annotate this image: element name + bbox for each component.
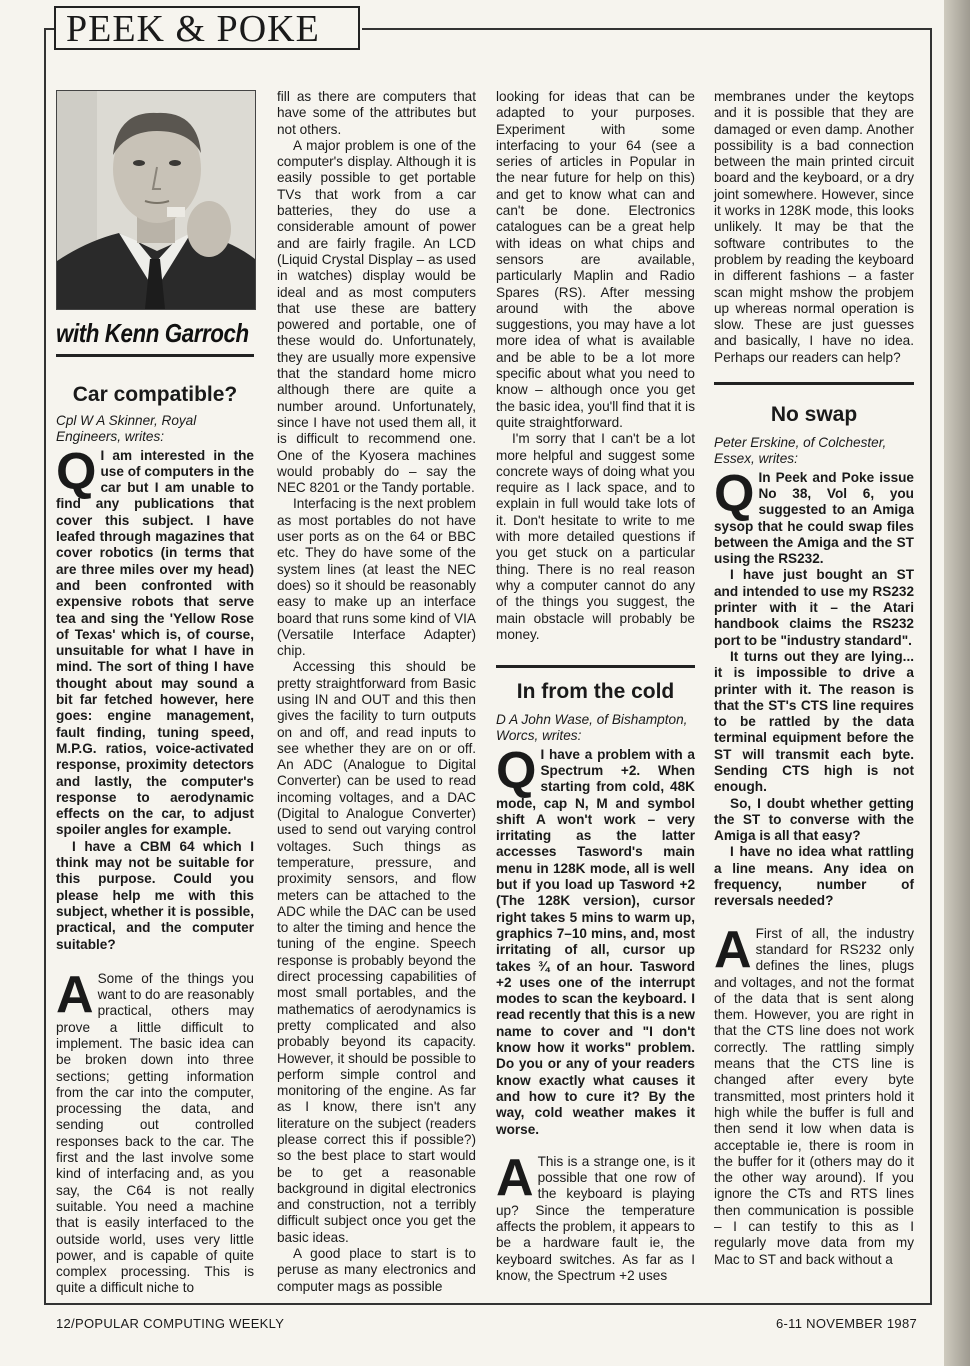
column-2 — [277, 89, 476, 1295]
question-text: I am interested in the use of computers in the car but I am unable to find any publications that cover this subject. I have leafed through magazines that cover robotics (in terms that are three miles over my head) and been confronted with expensive robots that serve tea and sing the 'Yellow Rose of Texas' which is, of course, unsuitable for what I have in mind. The sort of thing I have thought about may sound a bit far fetched however, here goes: engine management, fault finding, tuning speed, M.P.G. ratios, voice-activated response, proximity detectors and lastly, the computer's response to aerodynamic effects on the car, to adjust spoiler angles for example. — [56, 447, 254, 838]
question-paragraph: I have no idea what rattling a line means. Any idea on frequency, number of reversals needed? — [714, 844, 914, 909]
answer-paragraph — [496, 1148, 695, 1284]
answer-paragraph: Accessing this should be pretty straightforward from Basic using IN and OUT and this then gives the facility to turn outputs on and off, and read inputs to see whether they are on or off. An ADC (Analogue to Digital Converter) can be used to read incoming voltages, and a DAC (Digital to Analogue Converter) used to send out varying control voltages. Such things as temperature, pressure, and proximity sensors, and flow meters can be attached to the ADC while the DAC can be used to alter the timing and hence the tuning of the engine. Speech response is probably beyond the direct processing capabilities of most small portables, and the mathematics of aerodynamics is pretty complicated and also probably beyond its capacity. However, it should be possible to perform simple control and monitoring of the engine. As far as I know, there isn't any literature on the subject (readers please correct this if possible?) so the best place to start would be to get a reasonable background in digital electronics and construction, not a terribly difficult subject once you get the basic ideas. — [277, 659, 476, 1245]
masthead — [54, 6, 360, 50]
question-paragraph: I have just bought an ST and intended to use my RS232 printer with it – the Atari handbook claims the RS232 port to be "industry standard". — [714, 567, 914, 648]
byline-rule — [56, 354, 254, 357]
question-paragraph: I have a CBM 64 which I think may not be suitable for this purpose. Could you please help me with this subject, whether it is possible, practical, and the computer suitable? — [56, 838, 254, 952]
dropcap-q: Q — [496, 741, 537, 800]
dropcap-a: A — [56, 965, 94, 1024]
column-4 — [714, 89, 914, 1268]
frame-rule-left — [44, 28, 46, 1304]
question-text: In Peek and Poke issue No 38, Vol 6, you suggested to an Amiga sysop that he could swap files between the Amiga and the ST using the RS232. — [714, 469, 914, 567]
answer-paragraph: looking for ideas that can be adapted to your purposes. Experiment with some interfacing to your 64 (see a series of articles in Popular in the near future for help on this) and get to know what can and can't be done. Electronics catalogues can be a great help with ideas on what chips and sensors are available, particularly Maplin and Radio Spares (RS). After messing around with the above suggestions, you may have a lot more idea of what is available and be able to be a lot more specific about what you need to know – although once you get the basic idea, you'll find that it is quite straightforward. — [496, 89, 695, 430]
answer-paragraph: Interfacing is the next problem as most portables do not have user ports as on the 64 or BBC etc. They do have some of the system lines (at least the NEC does) so it should be reasonably easy to make up an interface board that runs some kind of VIA (Versatile Interface Adapter) chip. — [277, 496, 476, 659]
answer-paragraph: A major problem is one of the computer's display. Although it is easily possible to get portable TVs that work from a car batteries, they do use a considerable amount of power and are fairly fragile. An LCD (Liquid Crystal Display – as used in watches) display would be ideal and as most computers that use these are battery powered and portable, one of these would do. Unfortunately, they are usually more expensive that the standard home micro although there are quite a number around. Unfortunately, since I have not used them all, it is difficult to recommend one. One of the Kyosera machines would probably do – say the NEC 8201 or the Tandy portable. — [277, 137, 476, 496]
answer-text: Some of the things you want to do are reasonably practical, others may prove a little difficult to implement. The basic idea can be broken down into three sections; getting information from the car into the computer, processing the data, and sending out controlled responses back to the car. The first and the last involve some kind of interfacing and, as you say, the C64 is not really suitable. You need a machine that is easily interfaced to the outside world, uses very little power, and is capable of quite complex processing. This is quite a difficult niche to — [56, 970, 254, 1296]
author-photo — [56, 90, 256, 310]
letter-author: Peter Erskine, of Colchester, Essex, writes: — [714, 435, 887, 467]
frame-rule-top — [362, 28, 932, 30]
section-rule — [714, 382, 914, 385]
dropcap-a: A — [496, 1148, 534, 1207]
footer-date: 6-11 NOVEMBER 1987 — [776, 1316, 917, 1331]
article-heading: In from the cold — [516, 680, 675, 704]
article-heading: No swap — [770, 403, 858, 427]
answer-paragraph — [714, 920, 914, 1268]
letter-author: D A John Wase, of Bishampton, Worcs, writes: — [496, 712, 688, 744]
frame-rule-right — [930, 28, 932, 1304]
question-paragraph: It turns out they are lying... it is impossible to drive a printer with it. The reason is that the ST's CTS line requires to be rattled by the data terminal equipment before the ST will transmit each byte. Sending CTS high is not enough. — [714, 648, 914, 795]
answer-paragraph — [56, 965, 254, 1297]
column-3 — [496, 89, 695, 1284]
dropcap-q: Q — [714, 464, 755, 523]
dropcap-q: Q — [56, 442, 97, 501]
answer-paragraph: I'm sorry that I can't be a lot more helpful and suggest some concrete ways of doing what you require as I lack space, and to explain in full would take lots of it. Don't hesitate to write to me with more detailed questions if you get stuck on a particular thing. There is no real reason why a computer cannot do any of the things you suggest, the main obstacle will probably be money. — [496, 431, 695, 642]
article-heading: Car compatible? — [72, 383, 238, 406]
answer-paragraph: fill as there are computers that have some of the attributes but not others. — [277, 89, 476, 137]
answer-text: This is a strange one, is it possible that one row of the keyboard is playing up? Since the temperature affects the problem, it appears to be a hardware fault ie, the keyboard switches. As far as I know, the Spectrum +2 uses — [496, 1153, 695, 1283]
dropcap-a: A — [714, 920, 752, 979]
question-text: I have a problem with a Spectrum +2. When starting from cold, 48K mode, cap N, M and symbol shift A won't work – very irritating as the latter accesses Tasword's main menu in 128K mode, all is well but if you load up Tasword +2 (The 128K version), cursor right takes 5 mins to warm up, graphics 7–10 mins, and, most irritating of all, cursor up takes ¾ of an hour. Tasword +2 uses one of the interrupt modes to scan the keyboard. I read recently that this is a new name to cover and "I don't know how it works" problem. Do you or any of your readers know exactly what causes it and how to cure it? By the way, cold weather makes it worse. — [496, 746, 695, 1137]
author-byline: with Kenn Garroch — [56, 318, 249, 348]
section-rule — [496, 665, 695, 668]
column-1 — [56, 383, 254, 1297]
answer-text: First of all, the industry standard for RS232 only defines the lines, plugs and voltages, and not the format of the data that is sent along them. However, you are right in that the CTS line does not work correctly. The rattling simply means that the CTS line is changed after every byte transmitted, most printers hold it high while the buffer is full and then send it low when data is acceptable ie, there is room in the buffer for it (others may do it the other way around). If you ignore the CTs and RTS lines then communication is possible – I can testify to this as I regularly move data from my Mac to ST and back without a — [714, 925, 914, 1267]
question-paragraph — [496, 741, 695, 1138]
question-paragraph — [56, 442, 254, 839]
footer-folio: 12/POPULAR COMPUTING WEEKLY — [56, 1316, 285, 1331]
page-gutter-shadow — [944, 0, 970, 1366]
masthead-title: PEEK & POKE — [66, 8, 320, 50]
question-paragraph — [714, 464, 914, 568]
letter-author: Cpl W A Skinner, Royal Engineers, writes: — [56, 413, 197, 445]
answer-paragraph: A good place to start is to peruse as many electronics and computer mags as possible — [277, 1246, 476, 1294]
question-paragraph: So, I doubt whether getting the ST to converse with the Amiga is all that easy? — [714, 795, 914, 844]
frame-rule-bottom — [44, 1303, 932, 1305]
answer-paragraph: membranes under the keytops and it is possible that they are damaged or even damp. Another possibility is a bad connection between the main printed circuit board and the keyboard, or a dry joint somewhere. However, since it works in 128K mode, this looks unlikely. It may be that the software contributes to the problem by reading the keyboard in different fashions – a faster scan might mshow the probjem up whereas normal operation is slow. These are just guesses and basically, I have no idea. Perhaps our readers can help? — [714, 89, 914, 365]
